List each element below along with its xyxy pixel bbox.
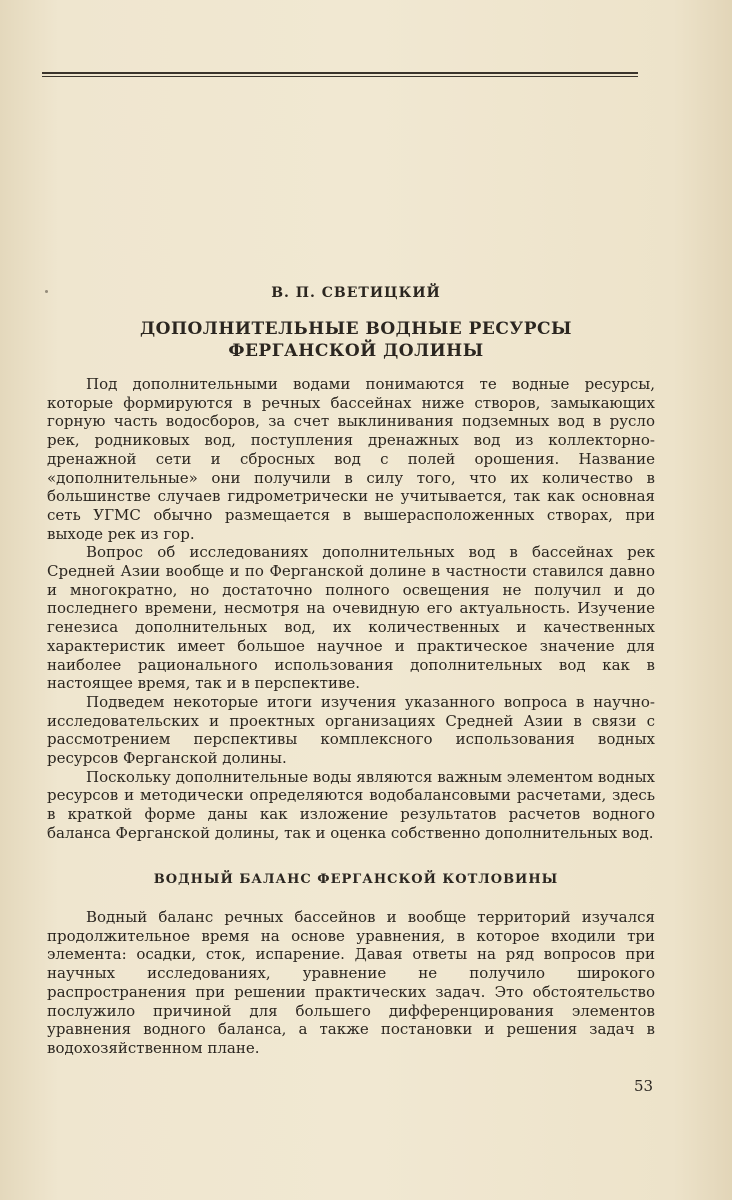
paragraph: Поскольку дополнительные воды являются важным элементом водных ресурсов и методически определяются водобалансовыми расчетами, здесь в краткой форме даны как изложение результатов расчетов водного баланса Ферганской долины, так и оценка собственно дополнительных вод.	[47, 767, 655, 842]
paragraph: Вопрос об исследованиях дополнительных вод в бассейнах рек Средней Азии вообще и по Ферганской долине в частности ставился давно и многократно, но достаточно полного освещения не получил и до последнего времени, несмотря на очевидную его актуальность. Изучение генезиса дополнительных вод, их количественных и качественных характеристик имеет большое научное и практическое значение для наиболее рационального использования дополнительных вод как в настоящее время, так и в перспективе.	[47, 543, 655, 693]
header-rule	[42, 70, 638, 80]
header-rule-thin-line	[42, 76, 638, 77]
section-heading: ВОДНЫЙ БАЛАНС ФЕРГАНСКОЙ КОТЛОВИНЫ	[153, 872, 559, 887]
page-number: 53	[634, 1077, 654, 1095]
author-name: В. П. СВЕТИЦКИЙ	[271, 285, 441, 301]
article-title	[0, 318, 712, 362]
paragraph: Под дополнительными водами понимаются те водные ресурсы, которые формируются в речных бассейнах ниже створов, замыкающих горную часть водосборов, за счет выклинивания подземных вод в русло рек, родниковых вод, поступления дренажных вод из коллекторно-дренажной сети и сбросных вод с полей орошения. Название «дополнительные» они получили в силу того, что их количество в большинстве случаев гидрометрически не учитывается, так как основная сеть УГМС обычно размещается в вышерасположенных створах, при выходе рек из гор.	[47, 375, 655, 543]
paragraph: Водный баланс речных бассейнов и вообще территорий изучался продолжительное время на основе уравнения, в которое входили три элемента: осадки, сток, испарение. Давая ответы на ряд вопросов при научных исследованиях, уравнение не получило широкого распространения при решении практических задач. Это обстоятельство послужило причиной для большего дифференцирования элементов уравнения водного баланса, а также постановки и решения задач в водохозяйственном плане.	[47, 908, 655, 1057]
intro-body	[47, 375, 655, 843]
article-title-line-2: ФЕРГАНСКОЙ ДОЛИНЫ	[228, 341, 484, 361]
section-body	[47, 908, 655, 1058]
paragraph: Подведем некоторые итоги изучения указанного вопроса в научно-исследовательских и проектных организациях Средней Азии в связи с рассмотрением перспективы комплексного использования водных ресурсов Ферганской долины.	[47, 692, 655, 768]
article-title-line-1: ДОПОЛНИТЕЛЬНЫЕ ВОДНЫЕ РЕСУРСЫ	[140, 319, 572, 339]
header-rule-thick-line	[42, 72, 638, 74]
